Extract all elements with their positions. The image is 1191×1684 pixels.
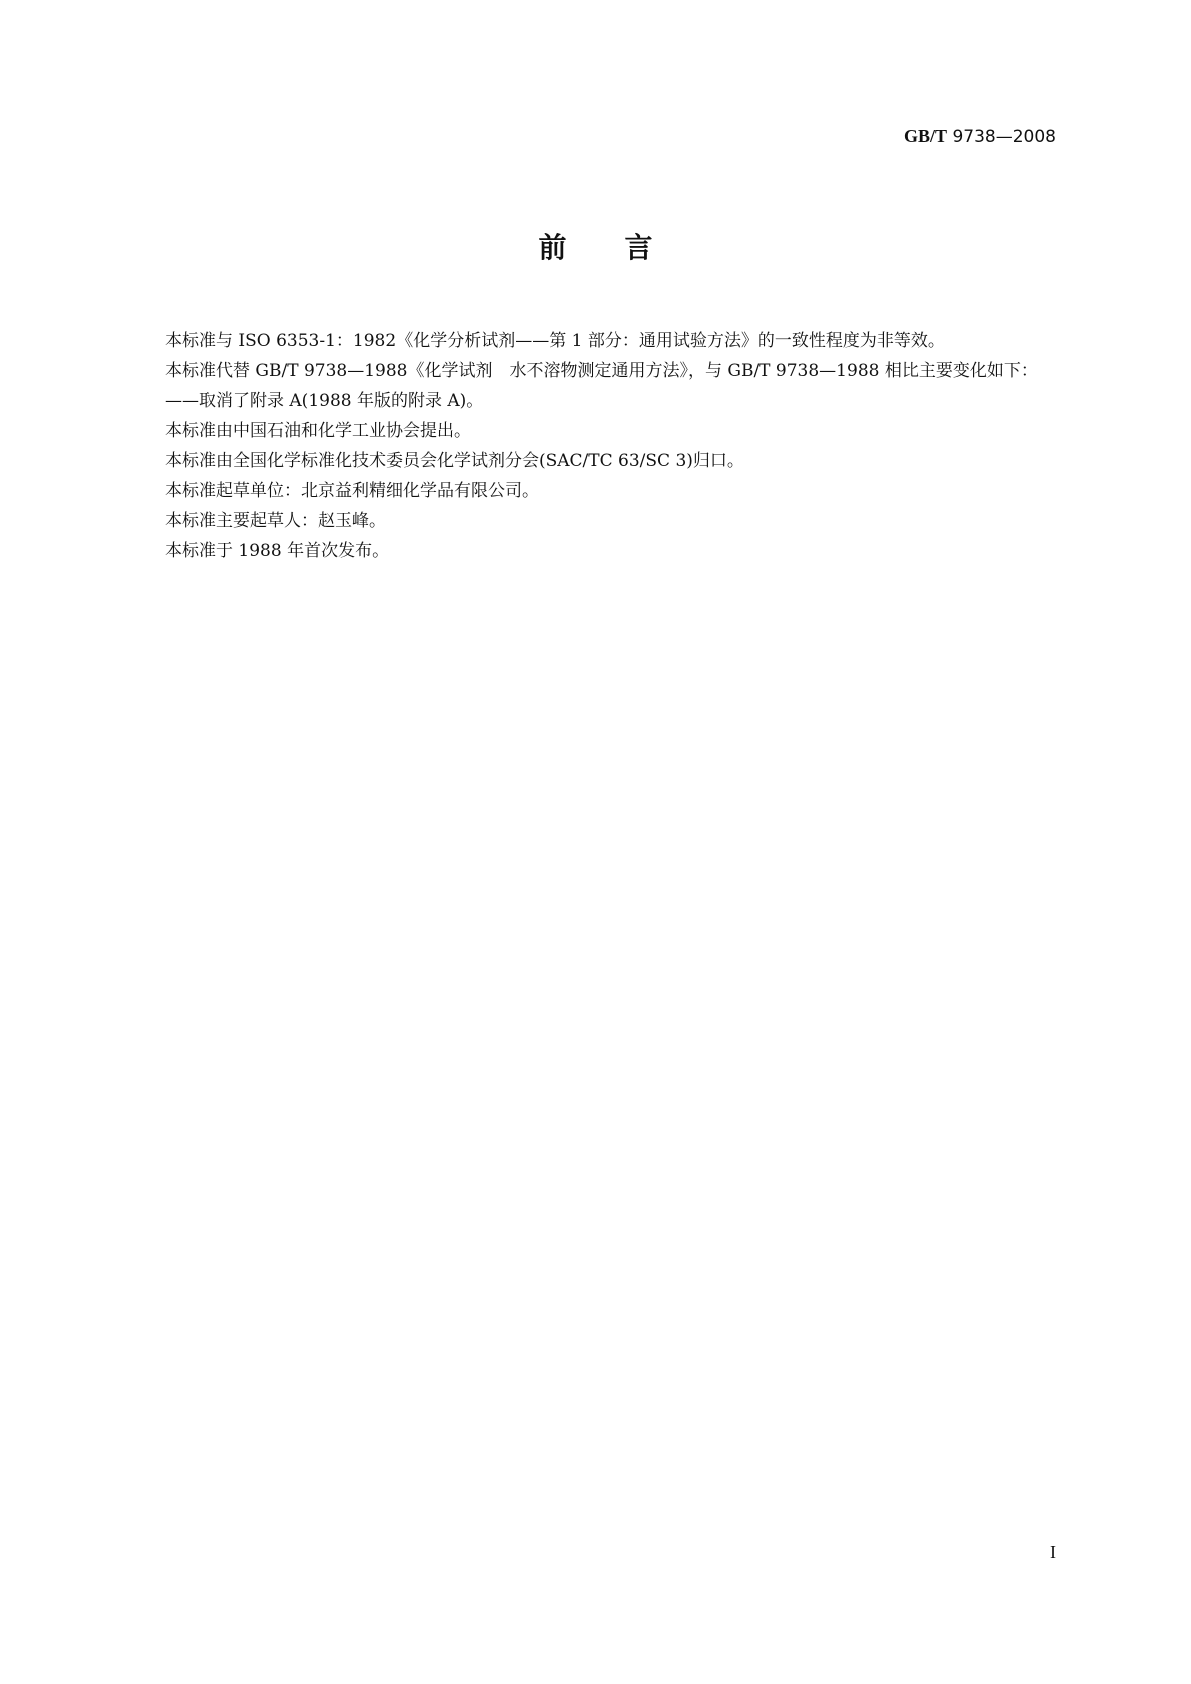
paragraph-change-item: ——取消了附录 A(1988 年版的附录 A)。: [165, 391, 484, 411]
page-number: I: [1050, 1542, 1056, 1562]
page-title: 前言: [538, 231, 711, 264]
standard-number: [904, 126, 1056, 147]
paragraph-replacement: 本标准代替 GB/T 9738—1988《化学试剂 水不溶物测定通用方法》，与 GB/T 9738—1988 相比主要变化如下：: [165, 361, 1038, 381]
paragraph-proposer: 本标准由中国石油和化学工业协会提出。: [165, 421, 471, 441]
paragraph-drafter: 本标准主要起草人：赵玉峰。: [165, 511, 386, 531]
foreword-body: [121, 326, 1068, 566]
standard-code-number: 9738—2008: [947, 127, 1056, 147]
standard-prefix: GB/T: [904, 126, 948, 146]
paragraph-technical-committee: 本标准由全国化学标准化技术委员会化学试剂分会(SAC/TC 63/SC 3)归口。: [165, 451, 744, 471]
paragraph-drafting-unit: 本标准起草单位：北京益利精细化学品有限公司。: [165, 481, 539, 501]
paragraph-equivalence: 本标准与 ISO 6353-1：1982《化学分析试剂——第 1 部分：通用试验方法》的一致性程度为非等效。: [165, 331, 945, 351]
paragraph-first-release: 本标准于 1988 年首次发布。: [165, 541, 390, 561]
